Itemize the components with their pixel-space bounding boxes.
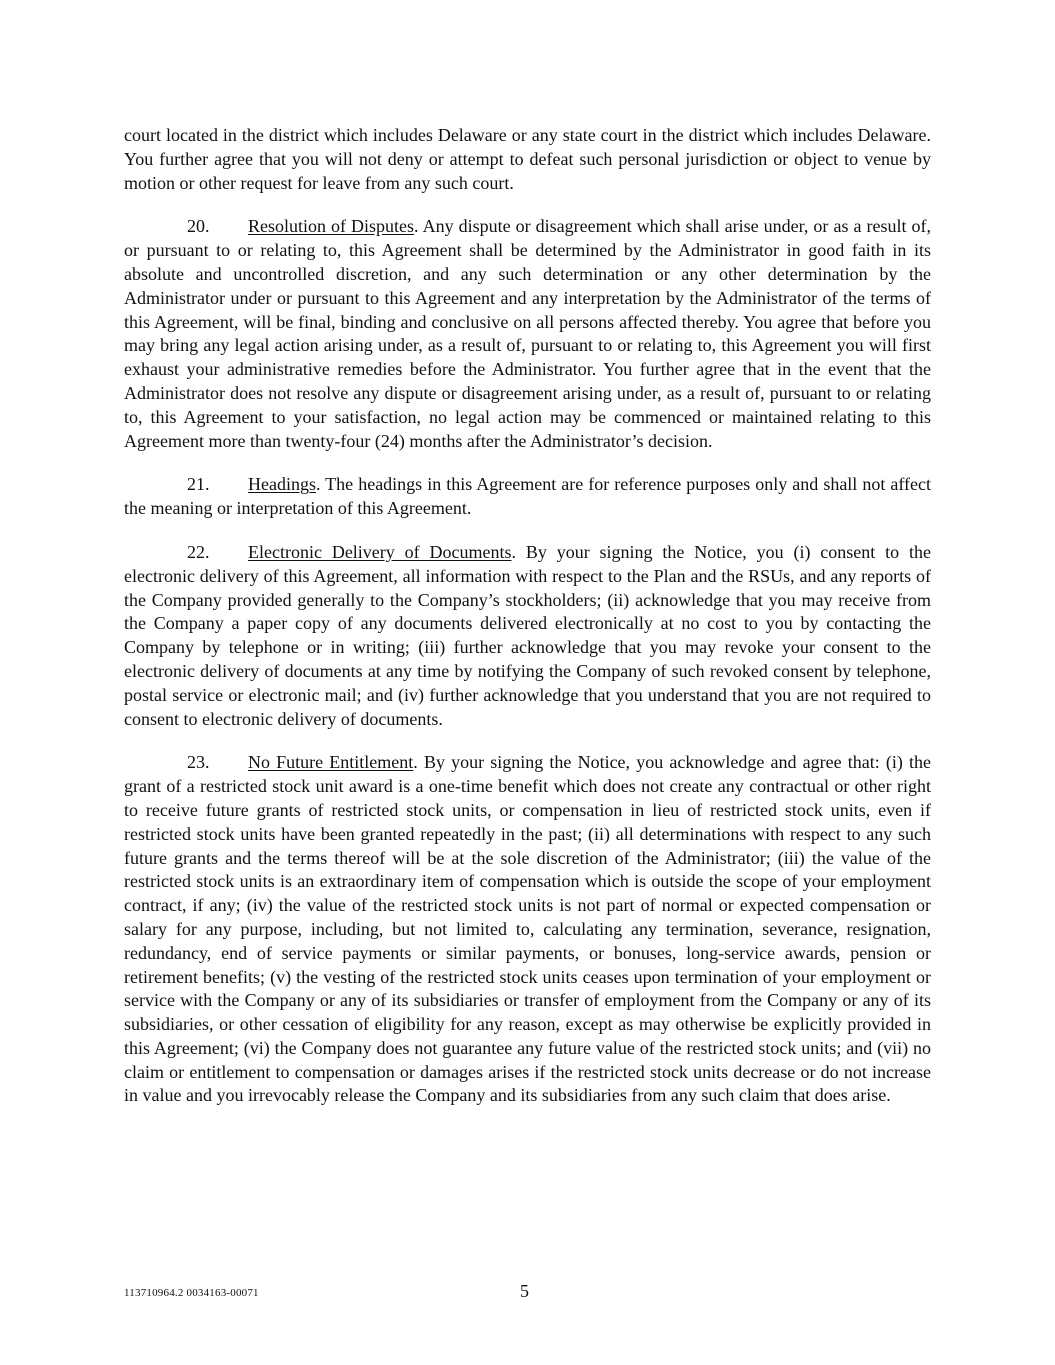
section-heading: Electronic Delivery of Documents xyxy=(248,541,512,562)
section-body: . By your signing the Notice, you (i) consent to the electronic delivery of this Agreement, all information with respect to the Plan and the RSUs, and any reports of the Company provided generally to the Company’s stockholders; (ii) acknowledge that you may receive from the Company a paper copy of any documents delivered electronically at no cost to you by contacting the Company by telephone or in writing; (iii) further acknowledge that you may revoke your consent to the electronic delivery of documents at any time by notifying the Company of such revoked consent by telephone, postal service or electronic mail; and (iv) further acknowledge that you understand that you are not required to consent to electronic delivery of documents. xyxy=(124,541,931,729)
section-21 xyxy=(124,473,931,521)
section-20 xyxy=(124,215,931,453)
page-number: 5 xyxy=(520,1281,529,1301)
section-body: . The headings in this Agreement are for reference purposes only and shall not affect the meaning or interpretation of this Agreement. xyxy=(124,474,931,519)
section-22 xyxy=(124,541,931,731)
section-heading: Resolution of Disputes xyxy=(248,216,415,237)
document-body xyxy=(124,124,931,1128)
section-number: 20. xyxy=(187,216,210,237)
section-heading: No Future Entitlement xyxy=(248,752,414,773)
footer-document-id: 113710964.2 0034163-00071 xyxy=(124,1287,259,1299)
section-number: 23. xyxy=(187,752,210,773)
section-body: . Any dispute or disagreement which shall arise under, or as a result of, or pursuant to or relating to, this Agreement shall be determined by the Administrator in good faith in its absolute and uncontrolled discretion, and any such determination or any other determination by the Administrator under or pursuant to this Agreement and any interpretation by the Administrator of the terms of this Agreement, will be final, binding and conclusive on all persons affected thereby. You agree that before you may bring any legal action arising under, as a result of, pursuant to or relating to, this Agreement you will first exhaust your administrative remedies before the Administrator. You further agree that in the event that the Administrator does not resolve any dispute or disagreement arising under, as a result of, pursuant to or relating to, this Agreement to your satisfaction, no legal action may be commenced or maintained relating to this Agreement more than twenty-four (24) months after the Administrator’s decision. xyxy=(124,216,931,451)
section-heading: Headings xyxy=(248,474,316,495)
section-body: . By your signing the Notice, you acknowledge and agree that: (i) the grant of a restricted stock unit award is a one-time benefit which does not create any contractual or other right to receive future grants of restricted stock units, or compensation in lieu of restricted stock units, even if restricted stock units have been granted repeatedly in the past; (ii) all determinations with respect to any such future grants and the terms thereof will be at the sole discretion of the Administrator; (iii) the value of the restricted stock units is an extraordinary item of compensation which is outside the scope of your employment contract, if any; (iv) the value of the restricted stock units is not part of normal or expected compensation or salary for any purpose, including, but not limited to, calculating any termination, severance, resignation, redundancy, end of service payments or similar payments, or bonuses, long-service awards, pension or retirement benefits; (v) the vesting of the restricted stock units ceases upon termination of your employment or service with the Company or any of its subsidiaries or transfer of employment from the Company or any of its subsidiaries, or other cessation of eligibility for any reason, except as may otherwise be explicitly provided in this Agreement; (vi) the Company does not guarantee any future value of the restricted stock units; and (vii) no claim or entitlement to compensation or damages arises if the restricted stock units decrease or do not increase in value and you irrevocably release the Company and its subsidiaries from any such claim that does arise. xyxy=(124,752,932,1106)
intro-paragraph: court located in the district which includes Delaware or any state court in the district which includes Delaware. You further agree that you will not deny or attempt to defeat such personal jurisdiction or object to venue by motion or other request for leave from any such court. xyxy=(124,125,931,193)
section-number: 22. xyxy=(187,541,210,562)
section-23 xyxy=(124,751,931,1108)
section-number: 21. xyxy=(187,474,210,495)
